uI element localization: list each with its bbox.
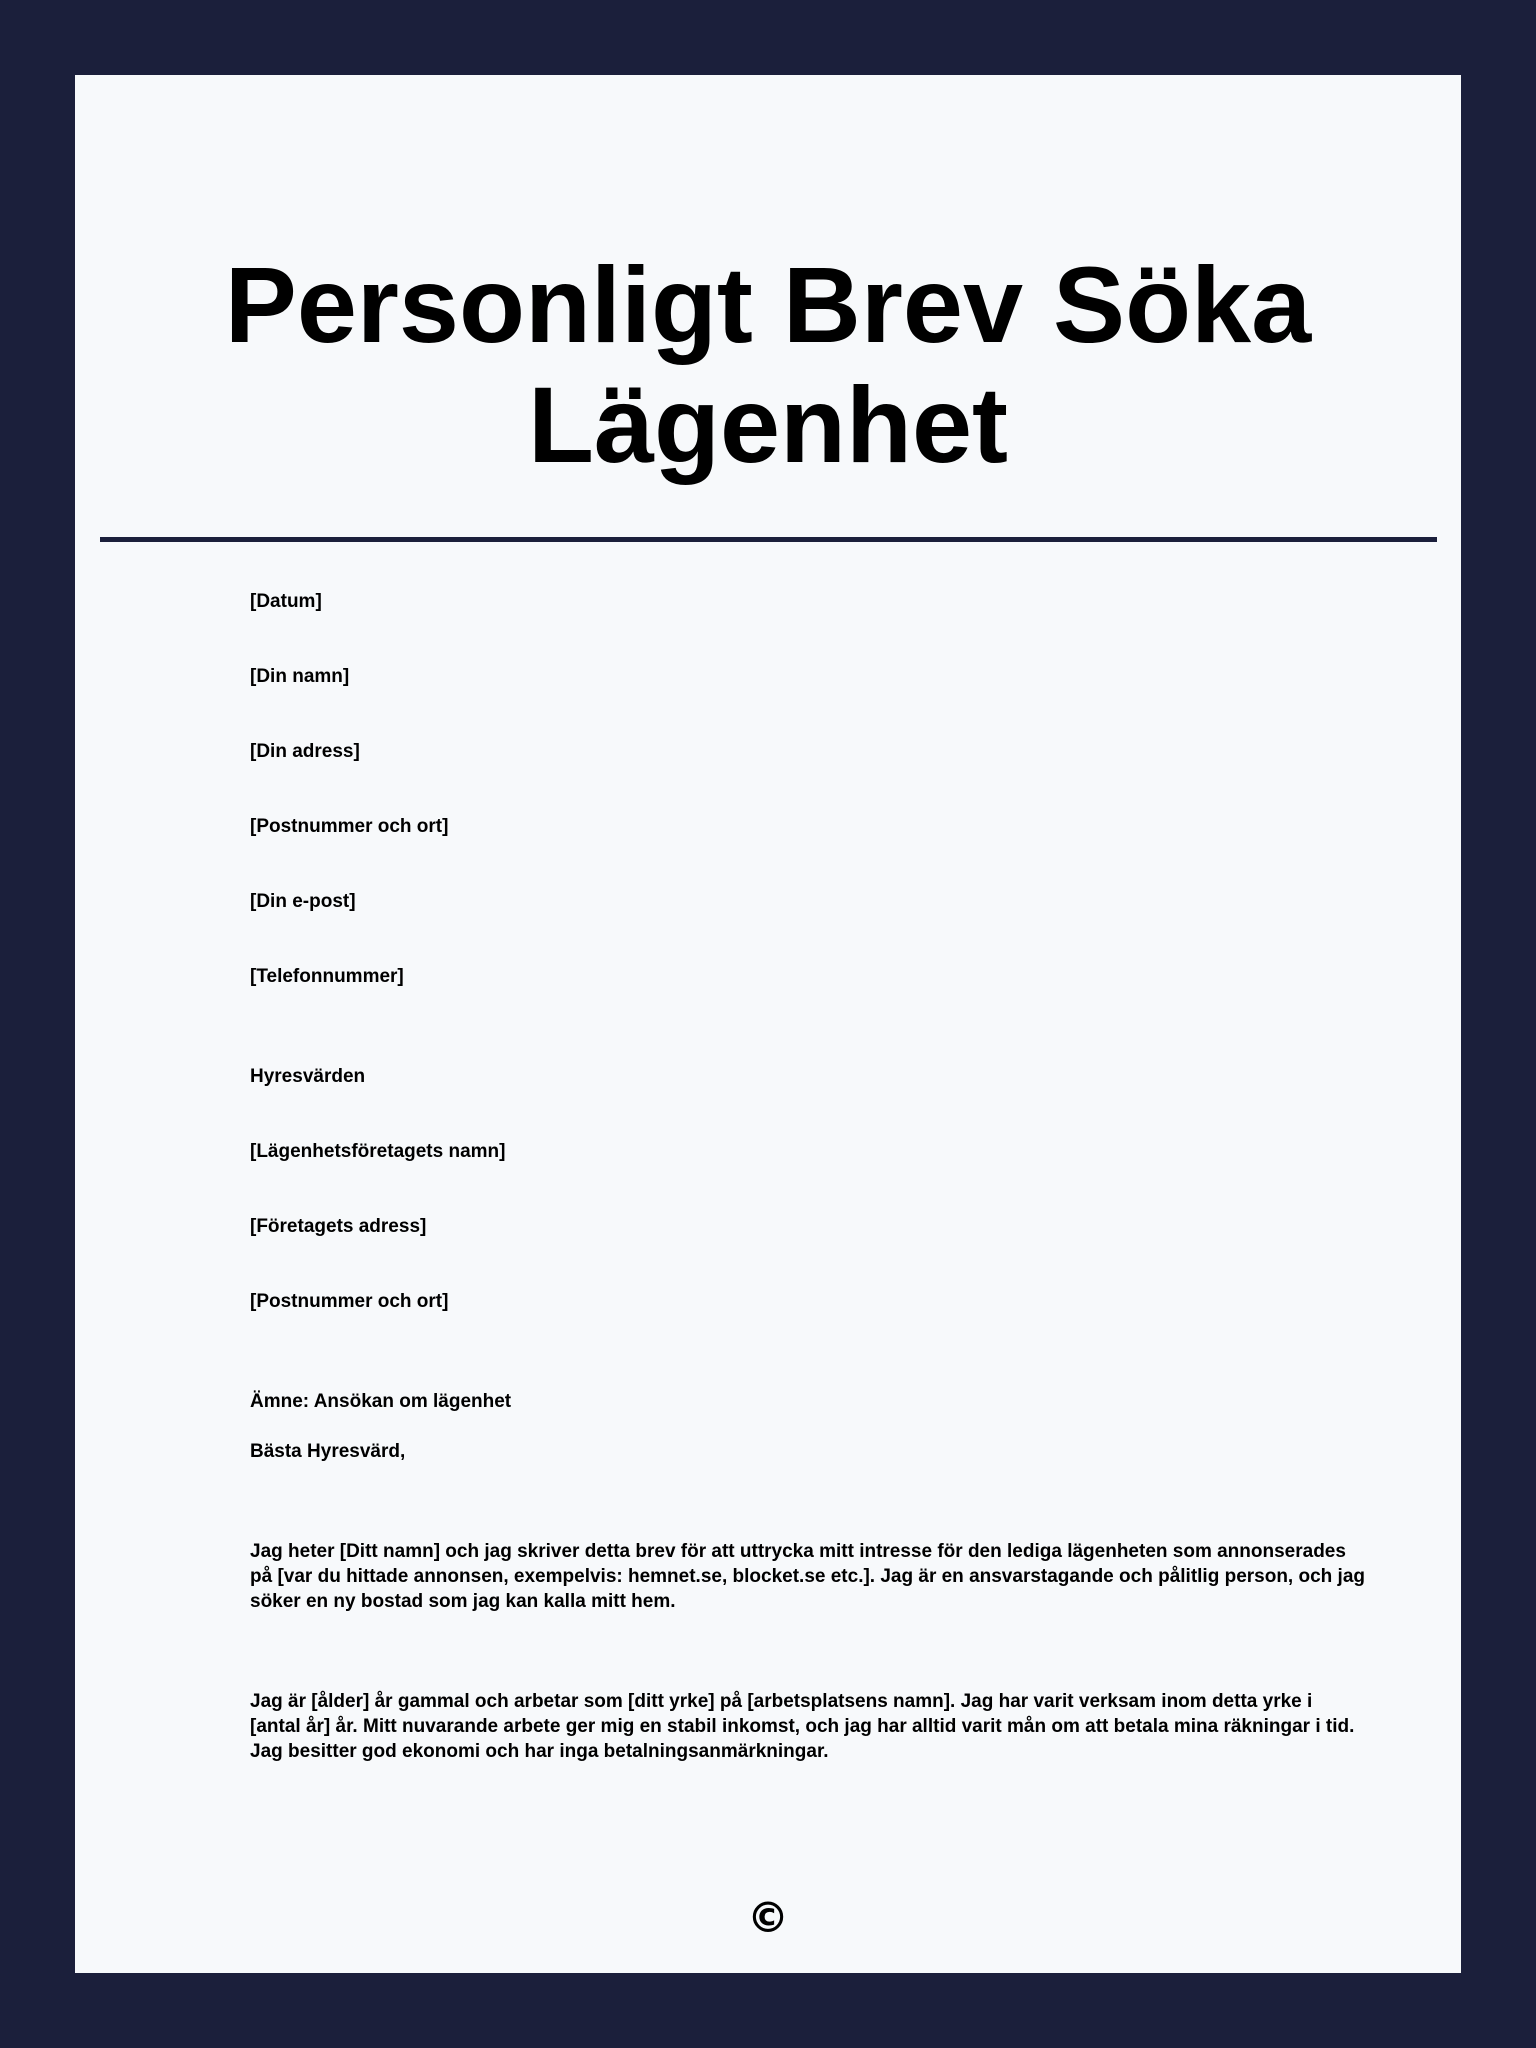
recipient-title: Hyresvärden	[250, 1066, 366, 1087]
sender-postal: [Postnummer och ort]	[250, 816, 449, 837]
letter-greeting: Bästa Hyresvärd,	[250, 1441, 406, 1462]
sender-email: [Din e-post]	[250, 891, 356, 912]
recipient-company: [Lägenhetsföretagets namn]	[250, 1141, 506, 1162]
letter-paragraph: Jag är [ålder] år gammal och arbetar som [ditt yrke] på [arbetsplatsens namn]. Jag har varit verksam inom detta yrke i [antal år] år. Mitt nuvarande arbete ger mig en stabil inkomst, och jag har alltid varit mån om att betala mina räkningar i tid. Jag besitter god ekonomi och har inga betalningsanmärkningar.	[250, 1691, 1355, 1762]
page-title: Personligt Brev Söka Lägenhet	[224, 244, 1312, 485]
sender-name: [Din namn]	[250, 666, 350, 687]
recipient-address: [Företagets adress]	[250, 1216, 427, 1237]
sender-address: [Din adress]	[250, 741, 360, 762]
recipient-postal: [Postnummer och ort]	[250, 1291, 449, 1312]
sender-date: [Datum]	[250, 591, 322, 612]
sender-phone: [Telefonnummer]	[250, 966, 404, 987]
copyright-icon: ©	[747, 1893, 789, 1942]
letter-paragraph: Jag heter [Ditt namn] och jag skriver detta brev för att uttrycka mitt intresse för den lediga lägenheten som annonserades på [var du hittade annonsen, exempelvis: hemnet.se, blocket.se etc.]. Jag är en ansvarstagande och pålitlig person, och jag söker en ny bostad som jag kan kalla mitt hem.	[250, 1541, 1365, 1612]
letter-subject: Ämne: Ansökan om lägenhet	[250, 1391, 512, 1412]
letter-page	[75, 75, 1461, 1973]
title-divider	[100, 537, 1437, 542]
